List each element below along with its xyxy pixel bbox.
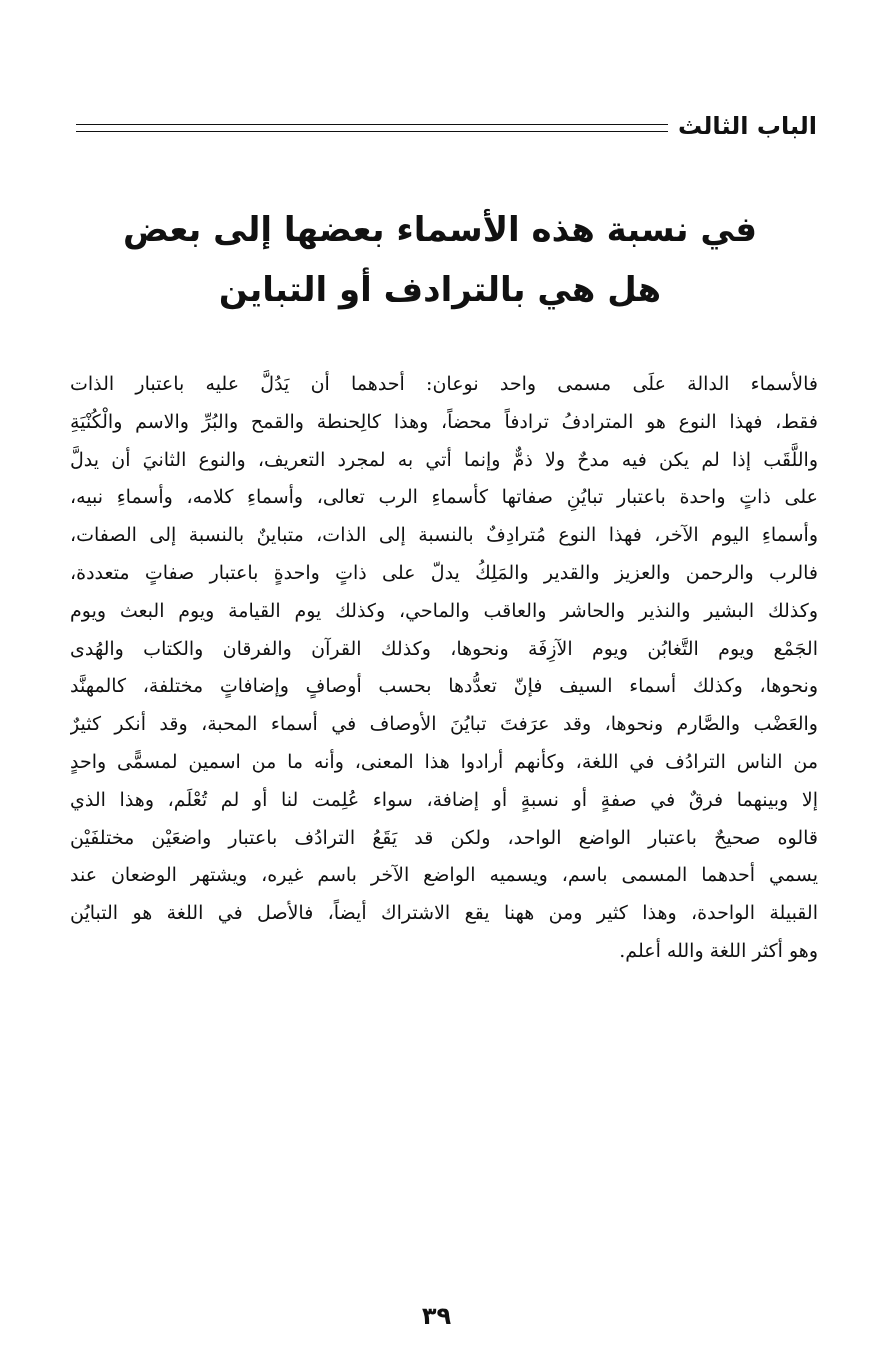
body-line: الجَمْع ويوم التَّغابُن ويوم الآزِفَة ونحوها، وكذلك القرآن والفرقان والكتاب والهُدى bbox=[70, 637, 818, 660]
chapter-heading-line-2: هل هي بالترادف أو التباين bbox=[218, 270, 662, 310]
page-number: ٣٩ bbox=[421, 1302, 452, 1330]
body-line: القبيلة الواحدة، وهذا كثير ومن ههنا يقع الاشتراك أيضاً، فالأصل في اللغة هو التبايُن bbox=[70, 902, 818, 925]
chapter-heading-line-1: في نسبة هذه الأسماء بعضها إلى بعض bbox=[122, 210, 757, 250]
body-line: وأسماءِ اليوم الآخر، فهذا النوع مُترادِفٌ بالنسبة إلى الذات، متباينٌ بالنسبة إلى الصفات، bbox=[70, 524, 818, 547]
body-line: وكذلك البشير والنذير والحاشر والعاقب والماحي، وكذلك يوم القيامة ويوم البعث ويوم bbox=[70, 599, 818, 622]
body-line: ونحوها، وكذلك أسماء السيف فإنّ تعدُّدها بحسب أوصافٍ وإضافاتٍ مختلفة، كالمهنَّد bbox=[70, 675, 818, 698]
chapter-heading bbox=[120, 200, 760, 320]
body-line: يسمي أحدهما المسمى باسم، ويسميه الواضع الآخر باسم غيره، ويشتهر الوضعان عند bbox=[70, 864, 818, 887]
running-header-title: الباب الثالث bbox=[678, 112, 817, 140]
body-paragraph bbox=[70, 366, 818, 971]
body-line: فقط، فهذا النوع هو المترادفُ ترادفاً محضاً، وهذا كالِحنطة والقمح والبُرِّ والاسم والْكُنْيَةِ bbox=[70, 410, 818, 433]
body-line: فالأسماء الدالة علَى مسمى واحد نوعان: أحدهما أن يَدُلَّ عليه باعتبار الذات bbox=[70, 373, 818, 395]
body-line: وهو أكثر اللغة والله أعلم. bbox=[619, 939, 818, 962]
running-header bbox=[76, 108, 817, 144]
body-line: إلا وبينهما فرقٌ في صفةٍ أو نسبةٍ أو إضافة، سواء عُلِمت لنا أو لم تُعْلَم، وهذا الذي bbox=[70, 788, 818, 811]
body-line: قالوه صحيحٌ باعتبار الواضع الواحد، ولكن قد يَقَعُ الترادُف باعتبار واضعَيْن مختلفَيْن bbox=[70, 826, 818, 849]
body-line: واللَّقَب إذا لم يكن فيه مدحٌ ولا ذمٌّ وإنما أتي به لمجرد التعريف، والنوع الثانيَ أن يدلَّ bbox=[70, 448, 818, 471]
body-line: من الناس الترادُف في اللغة، وكأنهم أرادوا هذا المعنى، وأنه ما من اسمين لمسمًّى واحدٍ bbox=[70, 750, 818, 773]
body-line: على ذاتٍ واحدة باعتبار تبايُنِ صفاتها كأسماءِ الرب تعالى، وأسماءِ كلامه، وأسماءِ نبيه، bbox=[70, 486, 818, 509]
body-line: والعَضْب والصَّارم ونحوها، وقد عرَفتَ تبايُنَ الأوصاف في أسماء المحبة، وقد أنكر كثيرٌ bbox=[70, 713, 818, 736]
header-double-rule bbox=[76, 124, 668, 132]
body-line: فالرب والرحمن والعزيز والقدير والمَلِكُ يدلّ على ذاتٍ واحدةٍ باعتبار صفاتٍ متعددة، bbox=[70, 561, 818, 584]
